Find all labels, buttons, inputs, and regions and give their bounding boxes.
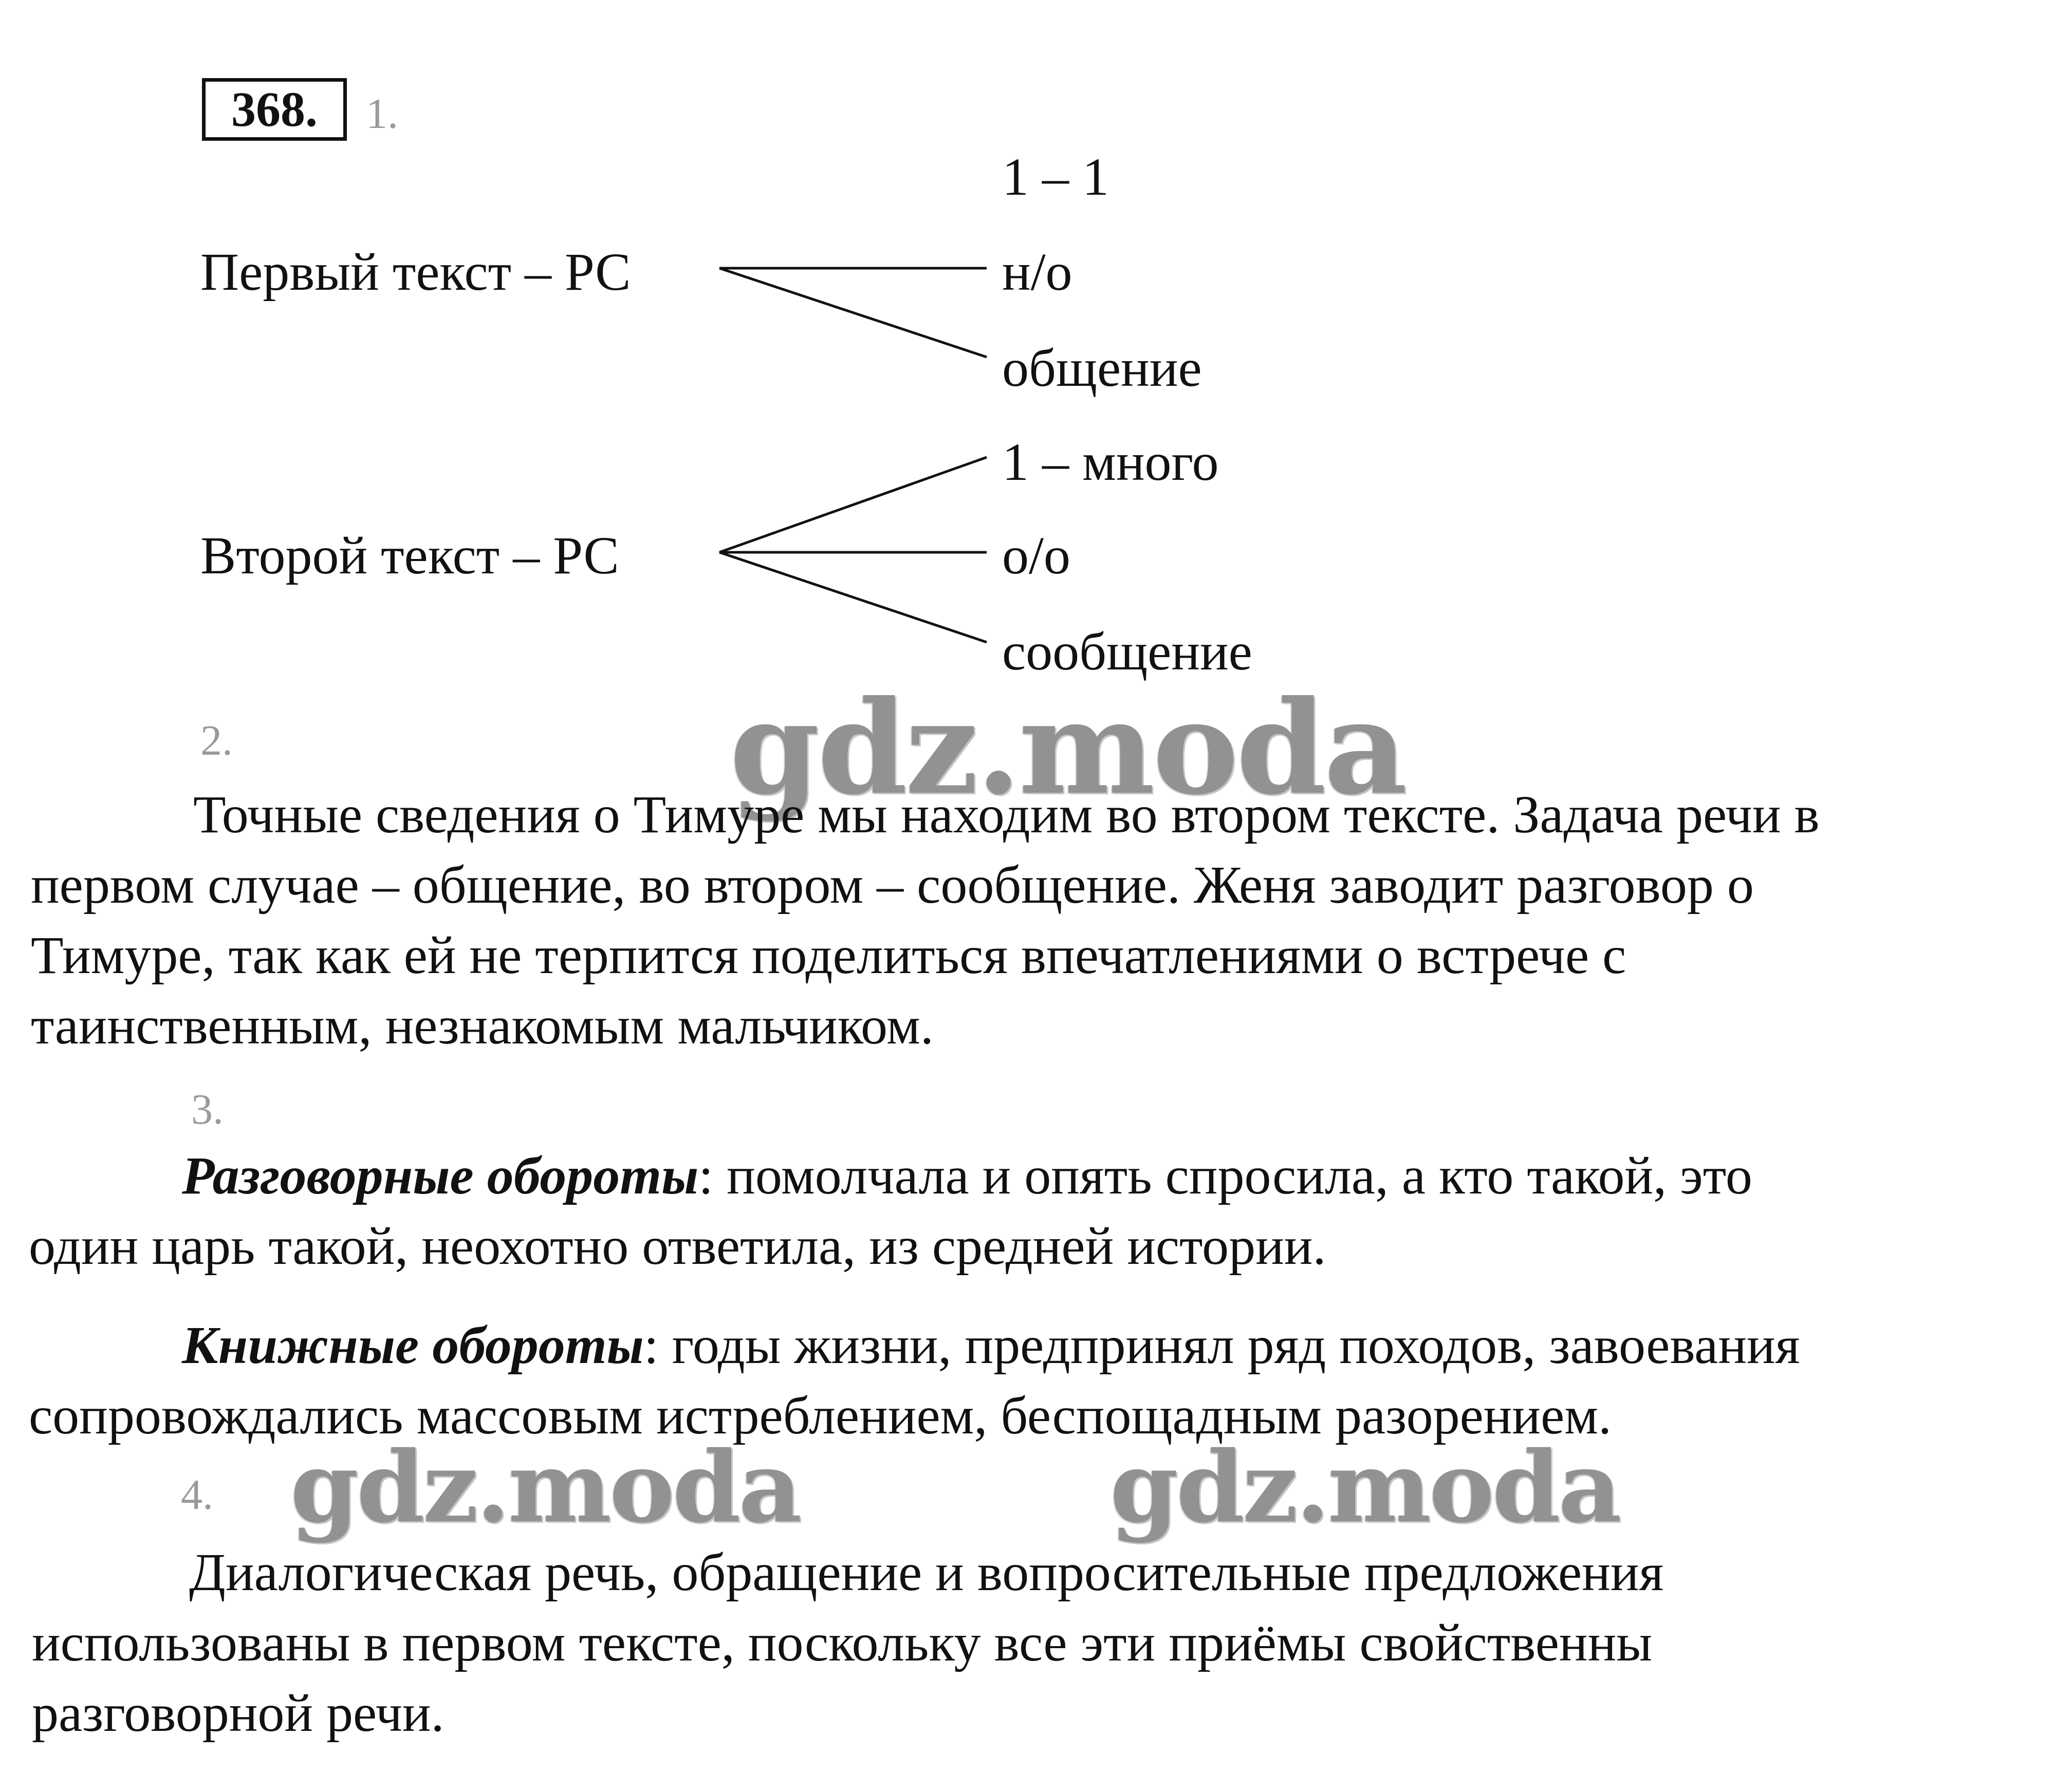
section-4-number: 4. bbox=[181, 1471, 213, 1519]
text2-label: Второй текст – РС bbox=[200, 526, 619, 585]
colloquial-paragraph bbox=[29, 1141, 2064, 1281]
s4-line-3: разговорной речи. bbox=[32, 1684, 445, 1743]
branch-line-1-3 bbox=[719, 268, 987, 357]
text2-branch-3: сообщение bbox=[1002, 622, 1252, 681]
text1-label: Первый текст – РС bbox=[200, 242, 631, 302]
s4-line-2: использованы в первом тексте, поскольку все эти приёмы свойственны bbox=[32, 1613, 1653, 1672]
text1-branch-1: 1 – 1 bbox=[1002, 147, 1109, 207]
branch-lines bbox=[0, 0, 2072, 719]
section-2-number: 2. bbox=[200, 717, 233, 764]
section-4-paragraph bbox=[32, 1537, 2067, 1748]
colloquial-term: Разговорные обороты bbox=[182, 1146, 699, 1205]
text1-branch-2: н/о bbox=[1002, 242, 1072, 302]
colloquial-rest: : помолчала и опять спросила, а кто такой, это bbox=[698, 1146, 1752, 1205]
s2-line-4: таинственным, незнакомым мальчиком. bbox=[31, 996, 934, 1055]
section-2-paragraph bbox=[31, 779, 2066, 1061]
bookish-rest: : годы жизни, предпринял ряд походов, завоевания bbox=[643, 1316, 1800, 1375]
s2-line-2: первом случае – общение, во втором – сообщение. Женя заводит разговор о bbox=[31, 855, 1754, 915]
bookish-line-2: сопровождались массовым истреблением, беспощадным разорением. bbox=[29, 1386, 1612, 1445]
s2-line-1: Точные сведения о Тимуре мы находим во втором тексте. Задача речи в bbox=[193, 785, 1820, 844]
branch-line-2-1 bbox=[719, 457, 987, 552]
section-1-number: 1. bbox=[366, 90, 398, 138]
watermark-2: gdz.moda bbox=[290, 1430, 800, 1544]
text2-branch-2: о/о bbox=[1002, 526, 1070, 585]
s4-line-1: Диалогическая речь, обращение и вопросительные предложения bbox=[189, 1543, 1664, 1602]
task-number: 368. bbox=[231, 82, 318, 137]
text2-branch-1: 1 – много bbox=[1002, 433, 1219, 492]
s2-line-3: Тимуре, так как ей не терпится поделиться впечатлениями о встрече с bbox=[31, 926, 1626, 985]
text1-branch-3: общение bbox=[1002, 339, 1202, 398]
watermark-3: gdz.moda bbox=[1110, 1430, 1620, 1544]
colloquial-line-2: один царь такой, неохотно ответила, из средней истории. bbox=[29, 1217, 1326, 1276]
colloquial-line-1 bbox=[29, 1141, 2064, 1211]
section-3-number: 3. bbox=[191, 1086, 224, 1133]
bookish-term: Книжные обороты bbox=[182, 1316, 644, 1375]
watermark-1: gdz.moda bbox=[730, 672, 1405, 823]
bookish-line-1 bbox=[29, 1310, 2064, 1380]
branch-line-2-3 bbox=[719, 552, 987, 642]
